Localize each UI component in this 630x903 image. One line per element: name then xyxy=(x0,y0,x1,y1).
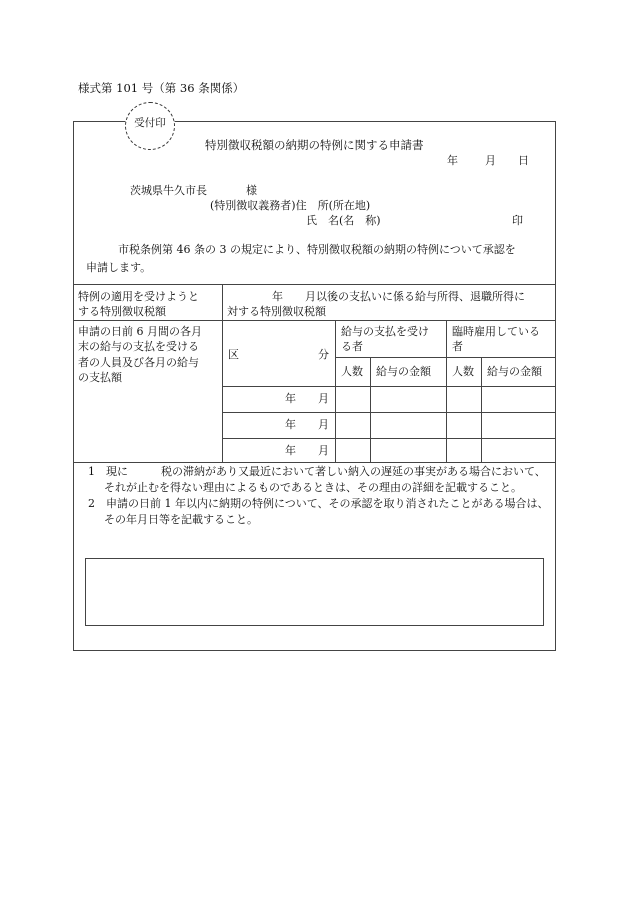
group2-header-line2: 者 xyxy=(452,340,463,353)
row-divider xyxy=(73,320,556,321)
honorific: 様 xyxy=(246,184,257,197)
row1-text-line1: 年 月以後の支払いに係る給与所得、退職所得に xyxy=(272,290,525,303)
month-row-year: 年 xyxy=(285,418,296,431)
note-item: 1 現に 税の滞納があり又最近において著しい納入の遅延の事実がある場合において、それが止むを得ない理由によるものであるときは、その理由の詳細を記載すること。 xyxy=(88,465,546,494)
applicant-name-label: 氏 名(名 称) xyxy=(306,214,381,227)
group1-header-line2: る者 xyxy=(341,340,363,353)
col-amount-header: 給与の金額 xyxy=(376,365,431,378)
body-text-line1: 市税条例第 46 条の 3 の規定により、特別徴収税額の納期の特例について承認を xyxy=(118,243,516,256)
row1-text-line2: 対する特別徴収税額 xyxy=(227,305,326,318)
column-divider xyxy=(335,320,336,462)
row-divider xyxy=(222,386,556,387)
bun-label: 分 xyxy=(318,348,329,361)
month-row-month: 月 xyxy=(318,418,329,431)
row1-label-line1: 特例の適用を受けようと xyxy=(78,290,199,303)
row2-label-line1: 申請の日前 6 月間の各月 xyxy=(78,325,202,338)
month-row-year: 年 xyxy=(285,392,296,405)
remarks-box[interactable] xyxy=(85,558,544,626)
body-text-line2: 申請します。 xyxy=(86,261,152,274)
col-count-header: 人数 xyxy=(452,365,474,378)
date-month: 月 xyxy=(485,154,496,167)
row2-label-line3: 者の人員及び各月の給与 xyxy=(78,356,199,369)
form-number: 様式第 101 号（第 36 条関係） xyxy=(78,81,245,95)
stamp-label: 受付印 xyxy=(134,117,166,129)
note-item: 2 申請の日前 1 年以内に納期の特例について、その承認を取り消されたことがある場合は、その年月日等を記載すること。 xyxy=(88,497,549,526)
row1-label-line2: する特別徴収税額 xyxy=(78,305,166,318)
col-count-header: 人数 xyxy=(341,365,363,378)
column-divider xyxy=(481,357,482,462)
column-divider xyxy=(370,357,371,462)
date-year: 年 xyxy=(447,154,458,167)
month-row-year: 年 xyxy=(285,444,296,457)
row-divider xyxy=(222,438,556,439)
month-row-month: 月 xyxy=(318,444,329,457)
table-bottom-border xyxy=(73,462,556,463)
kubun-label: 区 xyxy=(228,348,239,361)
notes xyxy=(88,464,550,528)
reception-stamp-circle xyxy=(125,102,175,150)
column-divider xyxy=(222,284,223,462)
row2-label-line2: 末の給与の支払を受ける xyxy=(78,340,199,353)
row2-label-line4: の支払額 xyxy=(78,371,122,384)
row-divider xyxy=(222,412,556,413)
group2-header-line1: 臨時雇用している xyxy=(452,325,540,338)
applicant-address-label: (特別徴収義務者)住 所(所在地) xyxy=(210,199,371,212)
date-day: 日 xyxy=(518,154,529,167)
seal-mark: 印 xyxy=(512,214,523,227)
month-row-month: 月 xyxy=(318,392,329,405)
table-top-border xyxy=(73,284,556,285)
column-divider xyxy=(446,320,447,462)
document-title: 特別徴収税額の納期の特例に関する申請書 xyxy=(205,138,424,152)
group1-header-line1: 給与の支払を受け xyxy=(341,325,429,338)
addressee: 茨城県牛久市長 xyxy=(130,184,207,197)
col-amount-header: 給与の金額 xyxy=(487,365,542,378)
